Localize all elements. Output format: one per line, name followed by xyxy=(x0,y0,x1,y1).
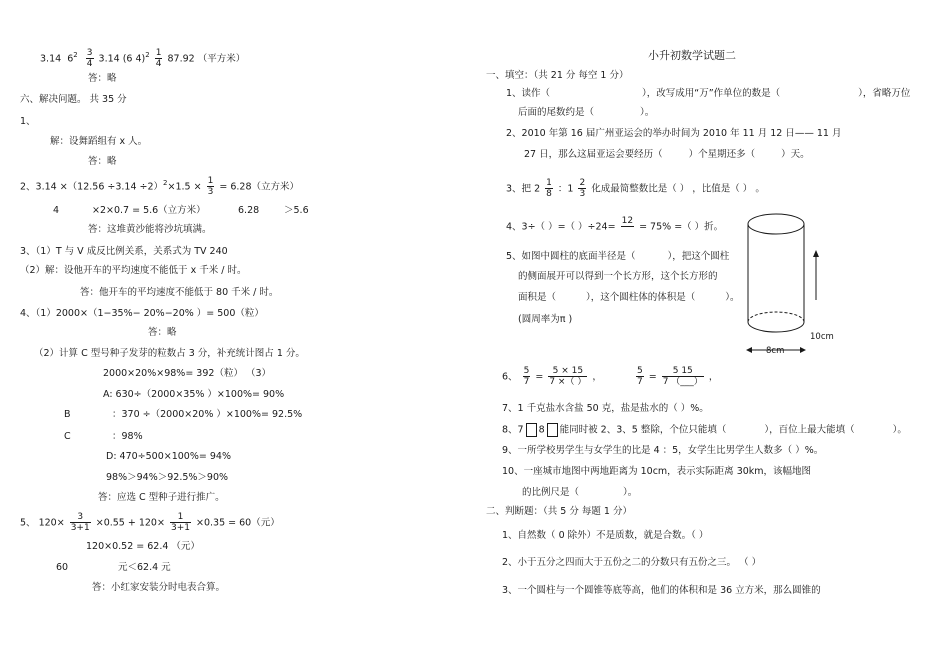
calc-text: ：98% xyxy=(112,431,143,442)
solution-text: 3、（1）T 与 V 成反比例关系，关系式为 TV 240 xyxy=(20,246,228,257)
section-heading: 二、判断题：（共 5 分 每题 1 分） xyxy=(486,506,632,517)
fraction: $\frac{5}{7}$ xyxy=(636,366,643,388)
calc-text: 2000×20%×98%= 392（粒） （3） xyxy=(103,368,272,379)
page-title: 小升初数学试题二 xyxy=(648,49,736,62)
cylinder-bottom-front xyxy=(748,322,804,332)
diameter-arrow-right xyxy=(800,347,806,353)
question-10-continued: 的比例尺是（ ）。 xyxy=(522,487,638,498)
question-5-continued: 的侧面展开可以得到一个长方形，这个长方形的 xyxy=(518,271,718,282)
fraction: $\frac{2}{3}$ xyxy=(579,178,586,200)
question-9: 9、一所学校男学生与女学生的比是 4 ：5，女学生比男学生人数多（ ）%。 xyxy=(502,445,824,456)
question-4: 4、3÷（ ）=（ ）÷24= 12 = 75% =（ ）折。 xyxy=(506,216,723,238)
question-3: 3、把 2 $\frac{1}{8}$ ：1 $\frac{2}{3}$ 化成最简整数比是（ ） ，比值是（ ） 。 xyxy=(506,178,765,200)
calc-label: B xyxy=(64,409,71,420)
fraction: $\frac{3}{4}$ xyxy=(86,48,93,70)
calc-value: 60 xyxy=(56,562,69,573)
blank-box xyxy=(547,423,558,437)
calc-text: 120×0.52 = 62.4 （元） xyxy=(86,541,200,552)
answer-text: 答：小红家安装分时电表合算。 xyxy=(92,582,226,593)
answer-text: 答：这堆黄沙能将沙坑填满。 xyxy=(88,224,212,235)
section-heading: 六、解决问题。 共 35 分 xyxy=(20,94,127,105)
cylinder-height-label: 10cm xyxy=(810,332,834,342)
calc-text: 元＜62.4 元 xyxy=(118,562,171,573)
answer-text: 答：略 xyxy=(148,327,177,338)
calc-value: ＞5.6 xyxy=(284,205,309,216)
judgement-1: 1、自然数（ 0 除外）不是质数，就是合数。（ ） xyxy=(502,530,709,541)
judgement-3: 3、一个圆柱与一个圆锥等底等高，他们的体积和是 36 立方米，那么圆锥的 xyxy=(502,585,821,596)
height-arrow-head xyxy=(813,250,819,257)
question-2-continued: 27 日，那么这届亚运会要经历（ ）个星期还多（ ）天。 xyxy=(524,149,810,160)
question-8: 8、7 8 能同时被 2、3、5 整除，个位只能填（ ），百位上最大能填（ ）。 xyxy=(502,424,907,436)
solution-text: （2）解：设他开车的平均速度不能低于 x 千米 / 时。 xyxy=(20,265,247,276)
question-6: 6、 $\frac{5}{7}$ = $\frac{5 \times 15}{7 \times( )}$ ， $\frac{5}{7}$ = $\frac{5 15}{7 (\_\_\_)}$ ， xyxy=(502,366,719,388)
volume-calculation: 2、$3.14 \times(12.56 \div 3.14 \div 2)^2\times 1.5$ × $\frac{1}{3}$ = 6.28（立方米） xyxy=(20,176,299,198)
question-1: 1、读作（ ），改写成用“万”作单位的数是（ ），省略万位 xyxy=(506,88,911,99)
calc-value: 4 xyxy=(53,205,60,216)
fraction: $\frac{5 \times 15}{7 \times( )}$ xyxy=(549,366,587,388)
blank-box xyxy=(526,423,537,437)
fraction: $\frac{1}{8}$ xyxy=(546,178,552,200)
calc-text: ：370 ÷（2000×20% ）×100%= 92.5% xyxy=(112,409,303,420)
question-5: 5、如图中圆柱的底面半径是（ ），把这个圆柱 xyxy=(506,251,730,262)
fraction: $\frac{5}{7}$ xyxy=(523,366,530,388)
solution-text: 4、（1）2000×（1−35%− 20%−20% ）= 500（粒） xyxy=(20,308,264,319)
cylinder-diameter-label: 8cm xyxy=(766,346,785,356)
cylinder-bottom-back xyxy=(748,312,804,322)
question-10: 10、一座城市地图中两地距离为 10cm，表示实际距离 30km，该幅地图 xyxy=(502,466,812,477)
question-7: 7、1 千克盐水含盐 50 克，盐是盐水的（ ）%。 xyxy=(502,403,709,414)
diameter-arrow-left xyxy=(746,347,752,353)
question-1-continued: 后面的尾数约是（ ）。 xyxy=(518,107,655,118)
calc-text: ×2×0.7 = 5.6（立方米） xyxy=(92,205,206,216)
calc-text: A: 630÷（2000×35% ）×100%= 90% xyxy=(103,389,285,400)
fraction: $\frac{1}{3+1}$ xyxy=(170,512,190,534)
question-2: 2、2010 年第 16 届广州亚运会的举办时间为 2010 年 11 月 12 日—— 11 月 xyxy=(506,128,842,139)
cylinder-top xyxy=(748,214,804,234)
calc-text: D: 470÷500×100%= 94% xyxy=(106,451,231,462)
fraction: $\frac{5 15}{7 (\_\_\_)}$ xyxy=(662,366,703,388)
answer-text: 答：应选 C 型种子进行推广。 xyxy=(98,492,225,503)
judgement-2: 2、小于五分之四而大于五份之二的分数只有五份之三。 （ ） xyxy=(502,557,762,568)
answer-text: 答：略 xyxy=(88,73,117,84)
solution-text: （2）计算 C 型号种子发芽的粒数占 3 分，补充统计图占 1 分。 xyxy=(34,348,305,359)
calc-label: C xyxy=(64,431,71,442)
question-5-continued: 面积是（ ），这个圆柱体的体积是（ ）。 xyxy=(518,292,740,303)
fraction: 12 xyxy=(621,216,634,226)
calc-text: 98%＞94%＞92.5%＞90% xyxy=(106,472,229,483)
fraction: $\frac{1}{3}$ xyxy=(207,176,214,198)
answer-text: 答：略 xyxy=(88,156,117,167)
cost-calculation: 5、 120× $\frac{3}{3+1}$ ×0.55 + 120× $\frac{1}{3+1}$ ×0.35 = 60（元） xyxy=(20,512,280,534)
answer-line-area: 3.14 $6^2$ $\frac{3}{4}$ 3.14 (6 4)$^2$ $\frac{1}{4}$ 87.92 （平方米） xyxy=(40,48,246,70)
section-heading: 一、填空：（共 21 分 每空 1 分） xyxy=(486,70,629,81)
answer-text: 答：他开车的平均速度不能低于 80 千米 / 时。 xyxy=(80,287,279,298)
solution-text: 解：设舞蹈组有 x 人。 xyxy=(50,136,148,147)
fraction: $\frac{1}{4}$ xyxy=(155,48,162,70)
calc-value: 6.28 xyxy=(238,205,260,216)
question-5-note: (圆周率为π ) xyxy=(518,314,573,325)
question-number: 1、 xyxy=(20,116,36,127)
fraction: $\frac{3}{3+1}$ xyxy=(70,512,90,534)
